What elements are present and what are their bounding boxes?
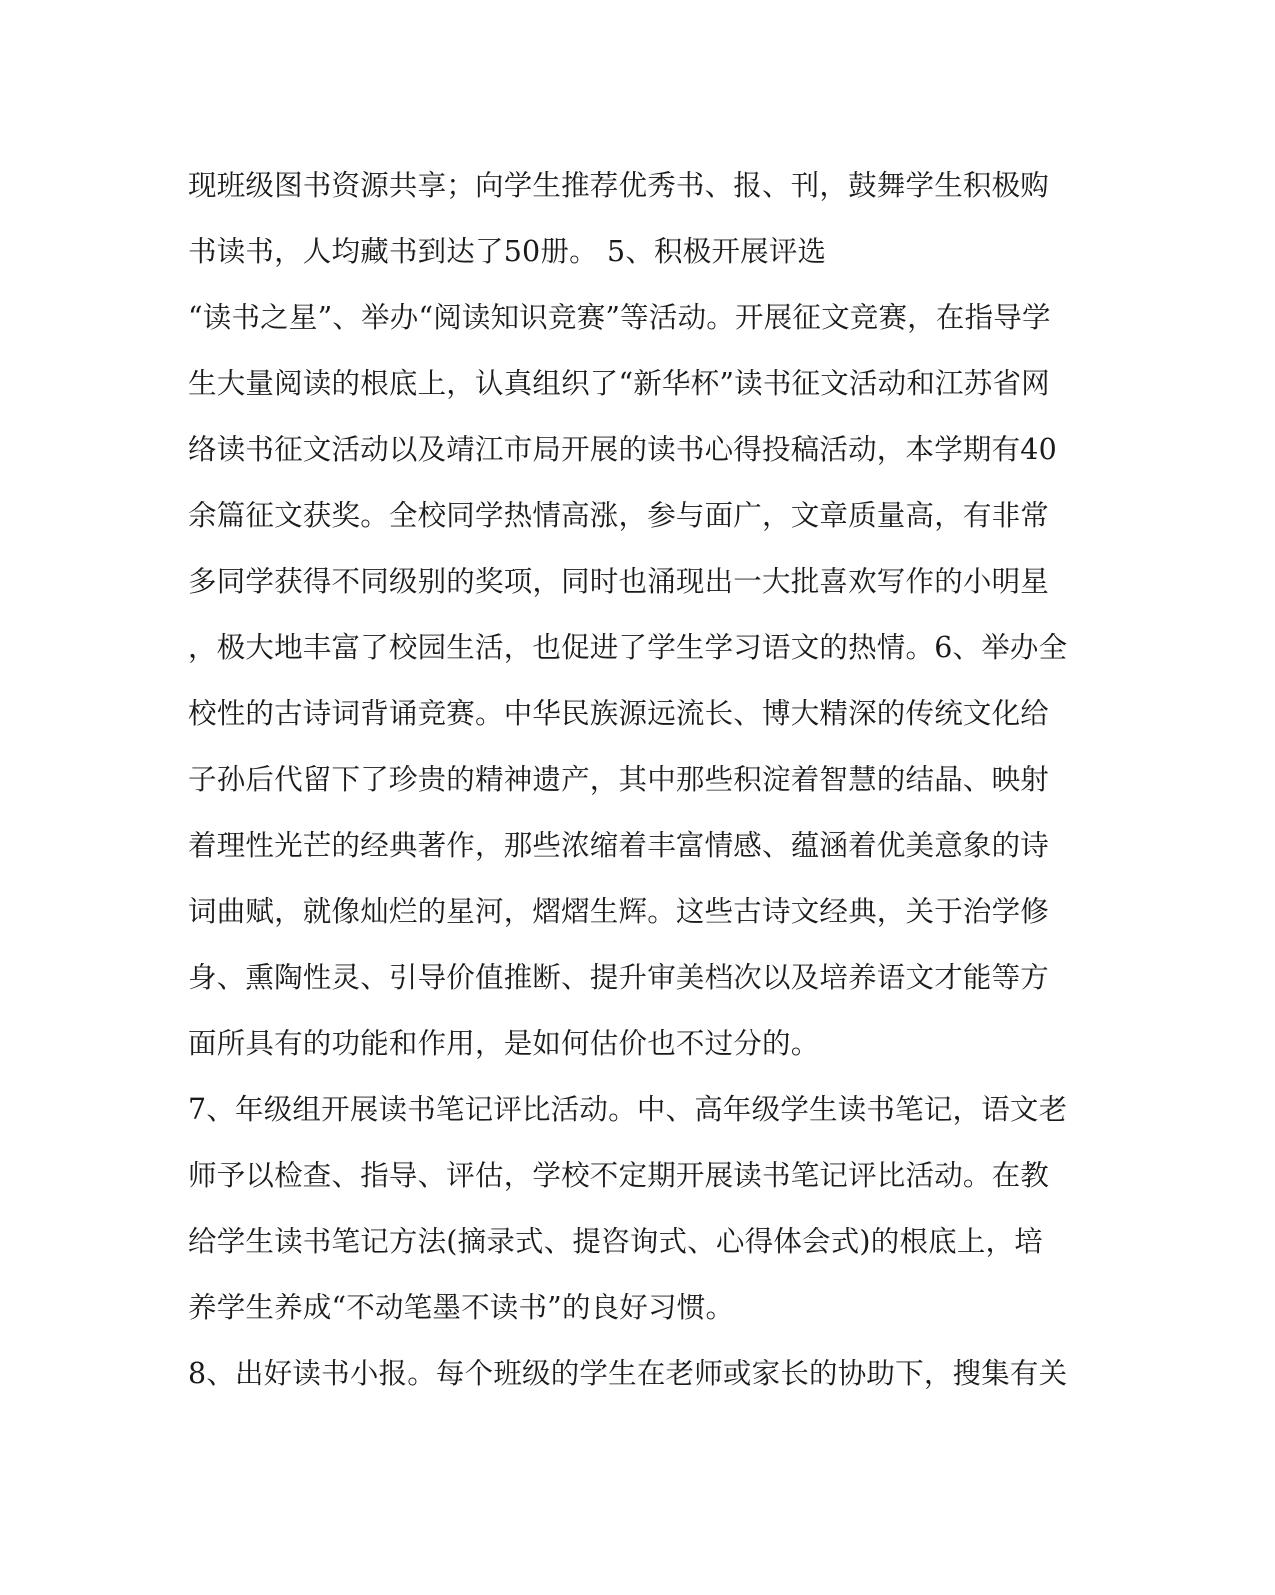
text-line: 身、熏陶性灵、引导价值推断、提升审美档次以及培养语文才能等方 xyxy=(188,961,1050,994)
text-line: 络读书征文活动以及靖江市局开展的读书心得投稿活动，本学期有40 xyxy=(188,433,1057,466)
text-line: 现班级图书资源共享；向学生推荐优秀书、报、刊，鼓舞学生积极购 xyxy=(188,169,1050,202)
text-line: 词曲赋，就像灿烂的星河，熠熠生辉。这些古诗文经典，关于治学修 xyxy=(188,895,1050,928)
text-line: 面所具有的功能和作用，是如何估价也不过分的。 xyxy=(188,1027,820,1060)
text-line: 余篇征文获奖。全校同学热情高涨，参与面广，文章质量高，有非常 xyxy=(188,499,1050,532)
text-line: 书读书，人均藏书到达了50册。 5、积极开展评选 xyxy=(188,235,827,268)
text-line: “读书之星”、举办“阅读知识竞赛”等活动。开展征文竞赛，在指导学 xyxy=(188,301,1051,334)
body-text xyxy=(188,160,1088,1414)
text-line: 师予以检查、指导、评估，学校不定期开展读书笔记评比活动。在教 xyxy=(188,1159,1050,1192)
text-line: 着理性光芒的经典著作，那些浓缩着丰富情感、蕴涵着优美意象的诗 xyxy=(188,829,1050,862)
text-line: 8、出好读书小报。每个班级的学生在老师或家长的协助下，搜集有关 xyxy=(188,1357,1068,1390)
text-line: 子孙后代留下了珍贵的精神遗产，其中那些积淀着智慧的结晶、映射 xyxy=(188,763,1050,796)
text-line: 养学生养成“不动笔墨不读书”的良好习惯。 xyxy=(188,1291,735,1324)
text-line: 生大量阅读的根底上，认真组织了“新华杯”读书征文活动和江苏省网 xyxy=(188,367,1050,400)
text-line: ，极大地丰富了校园生活，也促进了学生学习语文的热情。6、举办全 xyxy=(188,631,1068,664)
text-line: 校性的古诗词背诵竞赛。中华民族源远流长、博大精深的传统文化给 xyxy=(188,697,1050,730)
text-line: 7、年级组开展读书笔记评比活动。中、高年级学生读书笔记，语文老 xyxy=(188,1093,1068,1126)
text-line: 给学生读书笔记方法(摘录式、提咨询式、心得体会式)的根底上，培 xyxy=(188,1225,1043,1258)
text-line: 多同学获得不同级别的奖项，同时也涌现出一大批喜欢写作的小明星 xyxy=(188,565,1050,598)
